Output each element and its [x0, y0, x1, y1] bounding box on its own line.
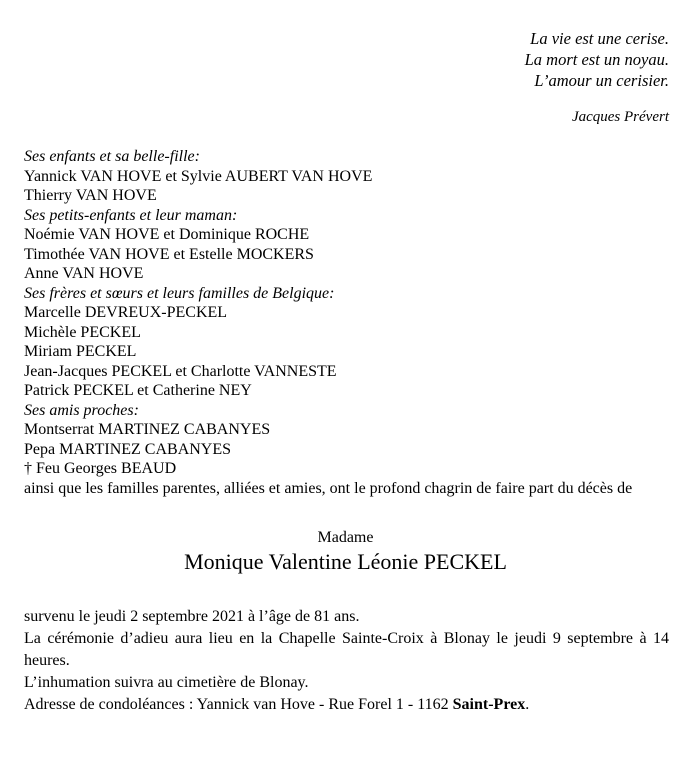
- quote-block: [0, 0, 669, 91]
- family-member-name: Timothée VAN HOVE et Estelle MOCKERS: [24, 245, 314, 263]
- ceremony-details: [24, 606, 669, 716]
- family-member-name: Jean-Jacques PECKEL et Charlotte VANNESTE: [24, 362, 337, 380]
- family-member-name: † Feu Georges BEAUD: [24, 460, 177, 477]
- burial-line: L’inhumation suivra au cimetière de Blonay.: [24, 673, 309, 691]
- announcement-text: ainsi que les familles parentes, alliées et amies, ont le profond chagrin de faire part du décès de: [24, 479, 633, 497]
- quote-attribution: Jacques Prévert: [571, 109, 669, 125]
- family-member-name: Thierry VAN HOVE: [24, 187, 157, 204]
- relation-label-children: Ses enfants et sa belle-fille:: [24, 148, 200, 165]
- family-member-name: Montserrat MARTINEZ CABANYES: [24, 421, 271, 438]
- family-member-name: Noémie VAN HOVE et Dominique ROCHE: [24, 226, 310, 243]
- quote-line-1: La vie est une cerise.: [530, 29, 669, 48]
- deceased-name: Monique Valentine Léonie PECKEL: [184, 548, 507, 574]
- family-member-name: Pepa MARTINEZ CABANYES: [24, 440, 232, 458]
- family-member-name: Anne VAN HOVE: [24, 265, 144, 282]
- relation-label-siblings: Ses frères et sœurs et leurs familles de Belgique:: [24, 284, 335, 302]
- condolence-address-city: Saint-Prex: [452, 695, 526, 713]
- family-member-name: Miriam PECKEL: [24, 343, 137, 360]
- family-member-name: Yannick VAN HOVE et Sylvie AUBERT VAN HOVE: [24, 167, 373, 185]
- condolence-address-text: Adresse de condoléances : Yannick van Hove - Rue Forel 1 - 1162: [24, 695, 453, 713]
- family-list: [24, 147, 669, 498]
- family-member-name: Patrick PECKEL et Catherine NEY: [24, 382, 252, 399]
- deceased-title: Madame: [317, 529, 374, 546]
- quote-line-3: L’amour un cerisier.: [534, 71, 669, 90]
- relation-label-grandchildren: Ses petits-enfants et leur maman:: [24, 206, 238, 224]
- ceremony-line: La cérémonie d’adieu aura lieu en la Chapelle Sainte-Croix à Blonay le jeudi 9 septembre à 14 heures.: [24, 629, 669, 669]
- quote-line-2: La mort est un noyau.: [524, 50, 669, 69]
- family-member-name: Marcelle DEVREUX-PECKEL: [24, 304, 228, 321]
- death-date-line: survenu le jeudi 2 septembre 2021 à l’âge de 81 ans.: [24, 607, 360, 625]
- relation-label-friends: Ses amis proches:: [24, 401, 139, 419]
- condolence-address-period: .: [525, 695, 530, 713]
- condolence-address-line: [24, 694, 669, 716]
- family-member-name: Michèle PECKEL: [24, 323, 141, 341]
